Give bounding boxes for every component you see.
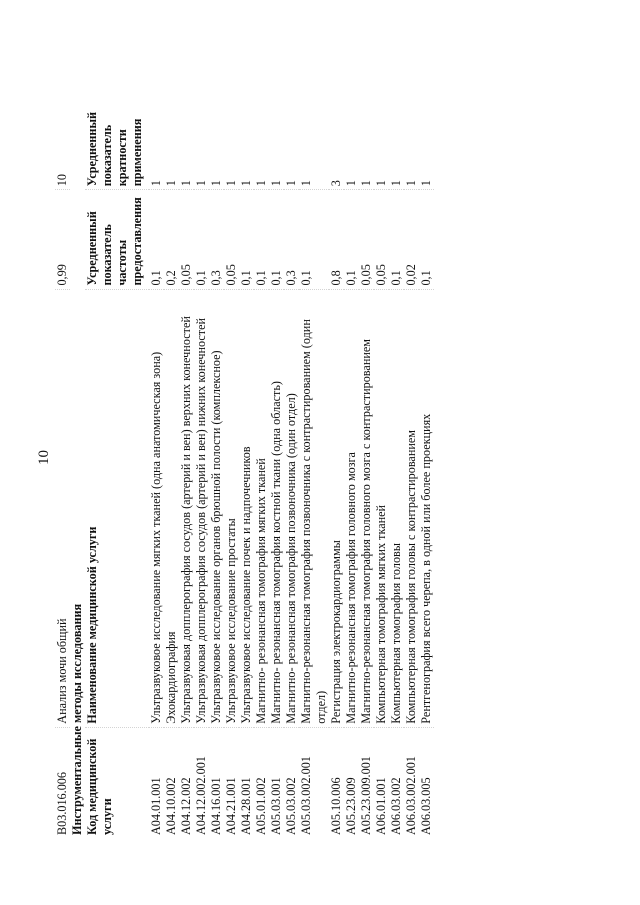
frequency-cell: 0,2	[164, 190, 179, 289]
multiplicity-cell: 1	[254, 93, 269, 190]
name-cell: Магнитно-резонансная томография позвоночника с контрастированием (один отдел)	[299, 289, 329, 727]
multiplicity-cell: Усредненный показатель кратности применения	[85, 93, 149, 190]
code-cell: A04.01.001	[149, 777, 163, 835]
frequency-cell: 0,02	[404, 190, 419, 289]
multiplicity-cell: 1	[359, 93, 374, 190]
name-cell: Ультразвуковая допплерография сосудов (артерий и вен) нижних конечностей	[194, 289, 209, 727]
frequency-cell: 0,1	[389, 190, 404, 289]
name-cell: Магнитно- резонансная томография позвоночника (один отдел)	[284, 289, 299, 727]
table-row	[329, 93, 344, 838]
multiplicity-cell: 1	[404, 93, 419, 190]
frequency-cell: 0,1	[269, 190, 284, 289]
code-cell: Код медицинской услуги	[85, 738, 114, 835]
name-cell: Эхокардиография	[164, 289, 179, 727]
multiplicity-cell: 1	[269, 93, 284, 190]
frequency-cell: 0,1	[254, 190, 269, 289]
multiplicity-cell: 1	[299, 93, 329, 190]
code-cell: A05.03.001	[269, 777, 283, 835]
multiplicity-cell: 1	[149, 93, 164, 190]
name-cell: Ультразвуковое исследование мягких тканей (одна анатомическая зона)	[149, 289, 164, 727]
code-cell: A04.16.001	[209, 777, 223, 835]
name-cell: Анализ мочи общий	[55, 289, 70, 727]
table-row	[404, 93, 419, 838]
name-cell: Магнитно- резонансная томография мягких тканей	[254, 289, 269, 727]
code-cell: A04.21.001	[224, 777, 238, 835]
frequency-cell: 0,1	[344, 190, 359, 289]
code-cell: A05.10.006	[329, 777, 343, 835]
multiplicity-cell: 1	[284, 93, 299, 190]
name-cell: Наименование медицинской услуги	[85, 289, 149, 727]
table-row	[389, 93, 404, 838]
table-row	[269, 93, 284, 838]
multiplicity-cell: 1	[419, 93, 434, 190]
code-cell: A06.03.002	[389, 777, 403, 835]
multiplicity-cell: 10	[55, 93, 70, 190]
frequency-cell: 0,1	[299, 190, 329, 289]
frequency-cell: 0,05	[224, 190, 239, 289]
table-row	[55, 93, 70, 838]
table-row	[359, 93, 374, 838]
frequency-cell: 0,1	[149, 190, 164, 289]
name-cell: Компьютерная томография головы	[389, 289, 404, 727]
table-row	[164, 93, 179, 838]
code-cell: A05.23.009	[344, 777, 358, 835]
code-cell: A04.10.002	[164, 777, 178, 835]
name-cell: Магнитно- резонансная томография костной ткани (одна область)	[269, 289, 284, 727]
frequency-cell: 0,1	[194, 190, 209, 289]
code-cell: A04.28.001	[239, 777, 253, 835]
multiplicity-cell: 1	[389, 93, 404, 190]
table-row	[209, 93, 224, 838]
code-cell: A05.23.009.001	[359, 756, 373, 835]
code-cell: A06.01.001	[374, 777, 388, 835]
multiplicity-cell: 1	[179, 93, 194, 190]
name-cell: Компьютерная томография головы с контрастированием	[404, 289, 419, 727]
frequency-cell: 0,99	[55, 190, 70, 289]
multiplicity-cell: 1	[344, 93, 359, 190]
table-header-row	[85, 93, 149, 838]
frequency-cell: 0,8	[329, 190, 344, 289]
name-cell: Ультразвуковая допплерография сосудов (артерий и вен) верхних конечностей	[179, 289, 194, 727]
multiplicity-cell: 1	[209, 93, 224, 190]
table-row	[149, 93, 164, 838]
table-row	[374, 93, 389, 838]
name-cell: Ультразвуковое исследование простаты	[224, 289, 239, 727]
table-row	[419, 93, 434, 838]
code-cell: A05.03.002	[284, 777, 298, 835]
name-cell: Ультразвуковое исследование почек и надпочечников	[239, 289, 254, 727]
name-cell: Рентгенография всего черепа, в одной или более проекциях	[419, 289, 434, 727]
multiplicity-cell: 1	[239, 93, 254, 190]
code-cell: A06.03.002.001	[404, 756, 418, 835]
multiplicity-cell: 1	[194, 93, 209, 190]
frequency-cell: Усредненный показатель частоты предоставления	[85, 190, 149, 289]
table-row	[194, 93, 209, 838]
name-cell: Компьютерная томография мягких тканей	[374, 289, 389, 727]
frequency-cell: 0,1	[419, 190, 434, 289]
name-cell: Регистрация электрокардиограммы	[329, 289, 344, 727]
table-row	[299, 93, 329, 838]
table-row	[224, 93, 239, 838]
table-body	[55, 93, 434, 838]
table-row	[284, 93, 299, 838]
table-row	[344, 93, 359, 838]
code-cell: A04.12.002	[179, 777, 193, 835]
frequency-cell: 0,3	[209, 190, 224, 289]
code-cell: A04.12.002.001	[194, 756, 208, 835]
section-title: Инструментальные методы исследования	[70, 603, 84, 835]
table-row	[254, 93, 269, 838]
frequency-cell: 0,3	[284, 190, 299, 289]
frequency-cell: 0,05	[374, 190, 389, 289]
name-cell: Ультразвуковое исследование органов брюшной полости (комплексное)	[209, 289, 224, 727]
page-number: 10	[36, 450, 52, 465]
multiplicity-cell: 1	[224, 93, 239, 190]
frequency-cell: 0,05	[179, 190, 194, 289]
table-row	[179, 93, 194, 838]
code-cell: A06.03.005	[419, 777, 433, 835]
multiplicity-cell: 1	[374, 93, 389, 190]
code-cell: A05.03.002.001	[299, 756, 313, 835]
code-cell: B03.016.006	[55, 772, 69, 835]
section-row	[70, 93, 85, 838]
services-table	[55, 93, 434, 838]
table-row	[239, 93, 254, 838]
multiplicity-cell: 3	[329, 93, 344, 190]
multiplicity-cell: 1	[164, 93, 179, 190]
frequency-cell: 0,1	[239, 190, 254, 289]
frequency-cell: 0,05	[359, 190, 374, 289]
name-cell: Магнитно-резонансная томография головного мозга с контрастированием	[359, 289, 374, 727]
code-cell: A05.01.002	[254, 777, 268, 835]
name-cell: Магнитно-резонансная томография головного мозга	[344, 289, 359, 727]
